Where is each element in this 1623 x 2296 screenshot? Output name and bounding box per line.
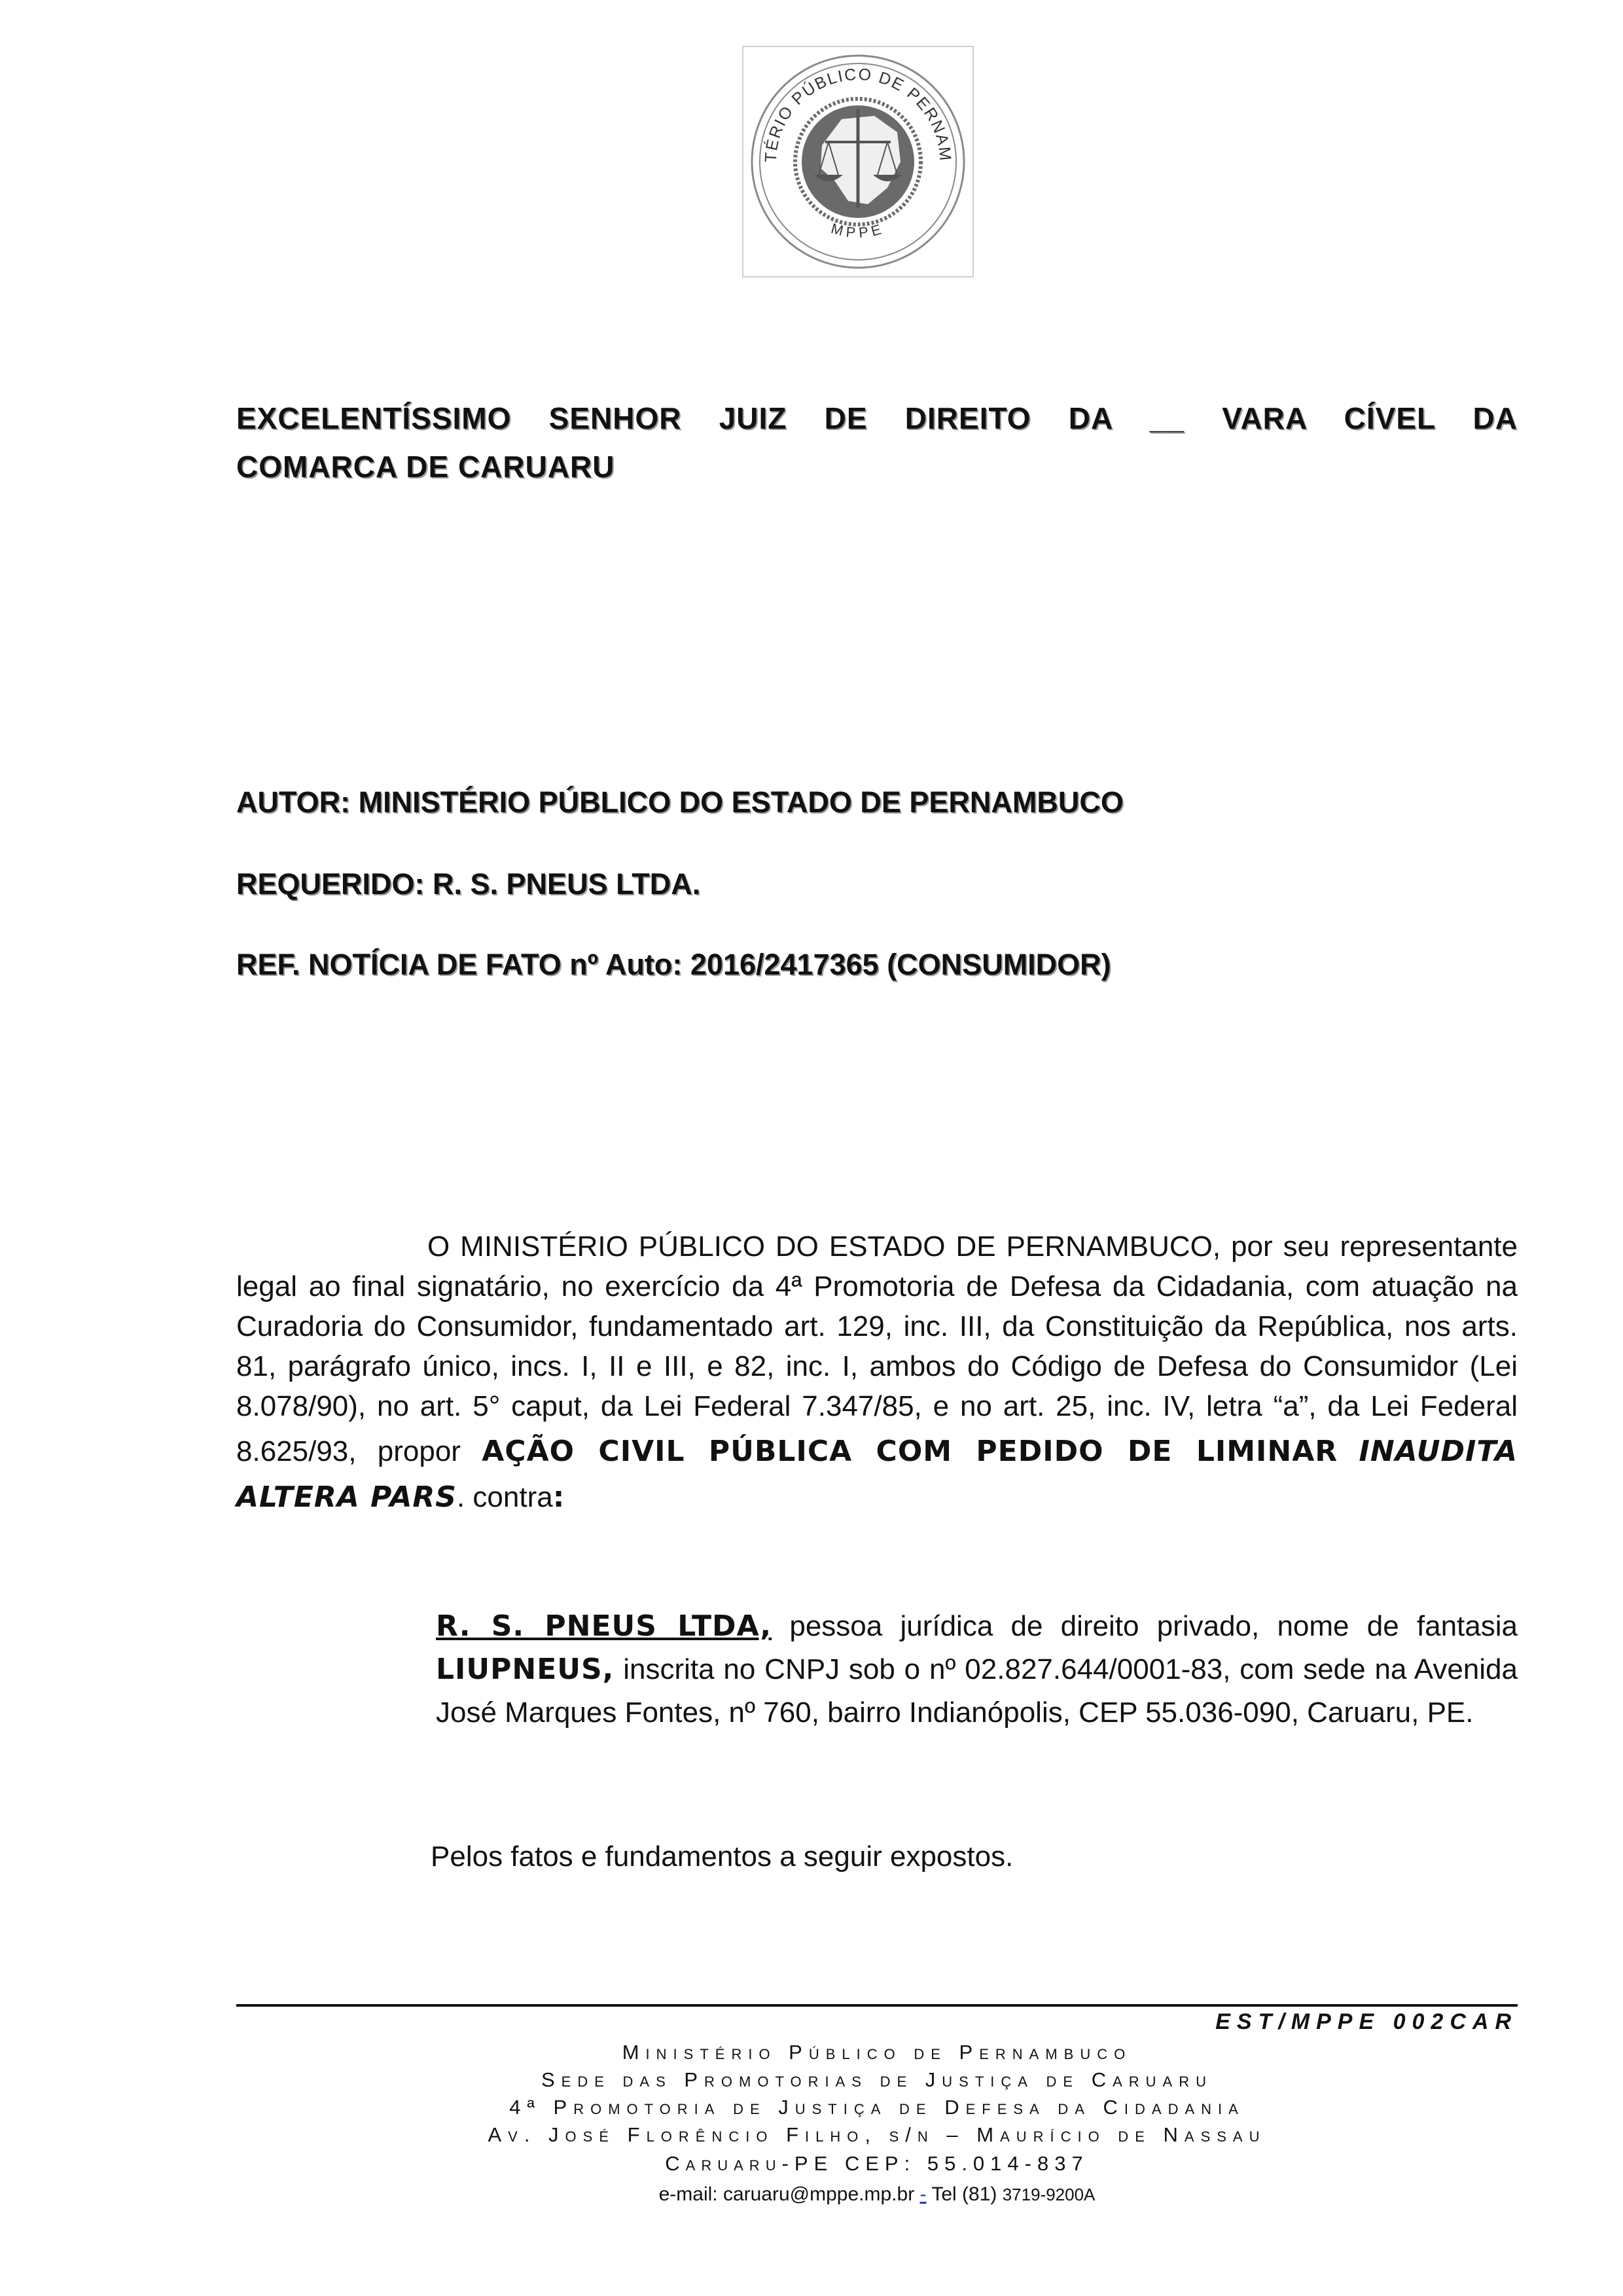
closing-line: Pelos fatos e fundamentos a seguir expostos. xyxy=(431,1840,1014,1873)
reference-line: REF. NOTÍCIA DE FATO nº Auto: 2016/2417365 (CONSUMIDOR) xyxy=(236,948,1111,981)
intro-text: O MINISTÉRIO PÚBLICO DO ESTADO DE PERNAMBUCO, por seu representante legal ao final signatário, no exercício da 4ª Promotoria de Defesa da Cidadania, com atuação na Curadoria do Consumidor, fundamentado art. 129, inc. III, da Constituição da República, nos arts. 81, parágrafo único, incs. I, II e III, e 82, inc. I, ambos do Código de Defesa do Consumidor (Lei 8.078/90), no art. 5° caput, da Lei Federal 7.347/85, e no art. 25, inc. IV, letra “a”, da Lei Federal 8.625/93, propor xyxy=(236,1230,1518,1467)
defendant-paragraph xyxy=(436,1605,1518,1734)
intro-paragraph xyxy=(236,1227,1518,1517)
action-latin-phrase: INAUDITA ALTERA PARS xyxy=(236,1435,1518,1514)
seal-ring-text-top: TÉRIO PÚBLICO DE PERNAM xyxy=(761,65,955,163)
heading-line-2: COMARCA DE CARUARU xyxy=(236,450,615,484)
footer-document-code: EST/MPPE 002CAR xyxy=(1215,2009,1518,2034)
footer-tel-prefix: Tel (81) xyxy=(931,2183,997,2205)
defendant-name: R. S. PNEUS LTDA, xyxy=(436,1609,772,1643)
defendant-text-2: inscrita no CNPJ sob o nº 02.827.644/0001-83, com sede na Avenida José Marques Fontes, nº 760, bairro Indianópolis, CEP 55.036-090, Caruaru, PE. xyxy=(436,1653,1518,1729)
footer-separator: - xyxy=(919,2183,927,2205)
mppe-logo xyxy=(742,46,974,278)
footer-seat: Sede das Promotorias de Justiça de Caruaru xyxy=(541,2068,1213,2091)
footer-address: Av. José Florêncio Filho, s/n – Maurício de Nassau xyxy=(488,2123,1266,2146)
seal-ring-text-bottom: MPPE xyxy=(829,220,887,242)
requerido-line: REQUERIDO: R. S. PNEUS LTDA. xyxy=(236,867,701,901)
footer-contact xyxy=(236,2183,1518,2206)
intro-after: . contra xyxy=(456,1481,553,1513)
defendant-fantasy-name: LIUPNEUS, xyxy=(436,1653,615,1686)
footer-city-cep: Caruaru-PE CEP: 55.014-837 xyxy=(665,2152,1089,2175)
footer-divider xyxy=(236,2004,1518,2007)
footer-email: e-mail: caruaru@mppe.mp.br xyxy=(658,2183,915,2205)
footer-promotoria: 4ª Promotoria de Justiça de Defesa da Cidadania xyxy=(509,2096,1245,2119)
action-title: AÇÃO CIVIL PÚBLICA COM PEDIDO DE LIMINAR xyxy=(482,1435,1338,1468)
autor-line: AUTOR: MINISTÉRIO PÚBLICO DO ESTADO DE PERNAMBUCO xyxy=(236,785,1124,819)
footer-institution: Ministério Público de Pernambuco xyxy=(622,2041,1132,2064)
heading-line-1: EXCELENTÍSSIMO SENHOR JUIZ DE DIREITO DA __ VARA CÍVEL DA xyxy=(236,401,1518,435)
seal-icon xyxy=(743,47,972,276)
footer-tel-number: 3719-9200A xyxy=(1002,2185,1096,2204)
defendant-text-1: pessoa jurídica de direito privado, nome de fantasia xyxy=(772,1610,1518,1642)
intro-colon: : xyxy=(552,1480,565,1514)
